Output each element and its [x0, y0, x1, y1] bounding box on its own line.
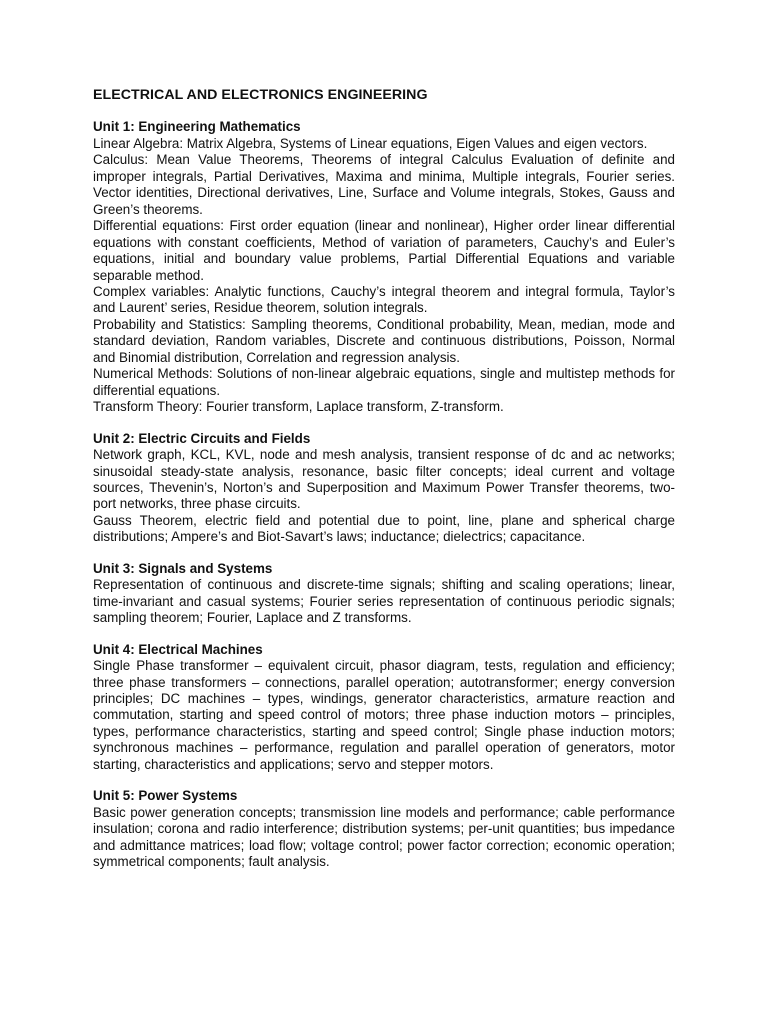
paragraph: Gauss Theorem, electric field and potential due to point, line, plane and spherical charge distributions; Ampere’s and Biot-Savart’s laws; inductance; dielectrics; capacitance. [93, 512, 675, 545]
paragraph: Probability and Statistics: Sampling theorems, Conditional probability, Mean, median, mode and standard deviation, Random variables, Discrete and continuous distributions, Poisson, Normal and Binomial distribution, Correlation and regression analysis. [93, 316, 675, 365]
unit-heading: Unit 5: Power Systems [93, 788, 238, 804]
unit-heading: Unit 3: Signals and Systems [93, 560, 273, 576]
paragraph: Basic power generation concepts; transmission line models and performance; cable performance insulation; corona and radio interference; distribution systems; per-unit quantities; bus impedance and admittance matrices; load flow; voltage control; power factor correction; economic operation; symmetrical components; fault analysis. [93, 804, 675, 870]
unit-4-section [93, 642, 675, 774]
document-page [93, 87, 675, 885]
unit-heading: Unit 2: Electric Circuits and Fields [93, 430, 311, 446]
paragraph: Network graph, KCL, KVL, node and mesh analysis, transient response of dc and ac networks; sinusoidal steady-state analysis, resonance, basic filter concepts; ideal current and voltage sources, Thevenin’s, Norton’s and Superposition and Maximum Power Transfer theorems, two-port networks, three phase circuits. [93, 447, 675, 512]
paragraph: Differential equations: First order equation (linear and nonlinear), Higher order linear differential equations with constant coefficients, Method of variation of parameters, Cauchy’s and Euler’s equations, initial and boundary value problems, Partial Differential Equations and variable separable method. [93, 218, 675, 283]
document-title: ELECTRICAL AND ELECTRONICS ENGINEERING [93, 87, 428, 103]
paragraph: Single Phase transformer – equivalent circuit, phasor diagram, tests, regulation and efficiency; three phase transformers – connections, parallel operation; autotransformer; energy conversion principles; DC machines – types, windings, generator characteristics, armature reaction and commutation, starting and speed control of motors; three phase induction motors – principles, types, performance characteristics, starting and speed control; Single phase induction motors; synchronous machines – performance, regulation and parallel operation of generators, motor starting, characteristics and applications; servo and stepper motors. [93, 658, 675, 772]
paragraph: Linear Algebra: Matrix Algebra, Systems of Linear equations, Eigen Values and eigen vectors. [93, 135, 648, 151]
unit-heading: Unit 1: Engineering Mathematics [93, 119, 301, 135]
paragraph: Numerical Methods: Solutions of non-linear algebraic equations, single and multistep methods for differential equations. [93, 366, 675, 398]
paragraph: Calculus: Mean Value Theorems, Theorems of integral Calculus Evaluation of definite and improper integrals, Partial Derivatives, Maxima and minima, Multiple integrals, Fourier series. Vector identities, Directional derivatives, Line, Surface and Volume integrals, Stokes, Gauss and Green’s theorems. [93, 152, 675, 217]
paragraph: Transform Theory: Fourier transform, Laplace transform, Z-transform. [93, 399, 504, 415]
unit-2-section [93, 431, 675, 546]
paragraph: Representation of continuous and discrete-time signals; shifting and scaling operations; linear, time-invariant and casual systems; Fourier series representation of continuous periodic signals; sampling theorem; Fourier, Laplace and Z transforms. [93, 577, 675, 626]
unit-1-section [93, 119, 675, 415]
unit-5-section [93, 788, 675, 870]
paragraph: Complex variables: Analytic functions, Cauchy’s integral theorem and integral formula, Taylor’s and Laurent’ series, Residue theorem, solution integrals. [93, 283, 675, 316]
unit-heading: Unit 4: Electrical Machines [93, 641, 263, 657]
unit-3-section [93, 561, 675, 627]
